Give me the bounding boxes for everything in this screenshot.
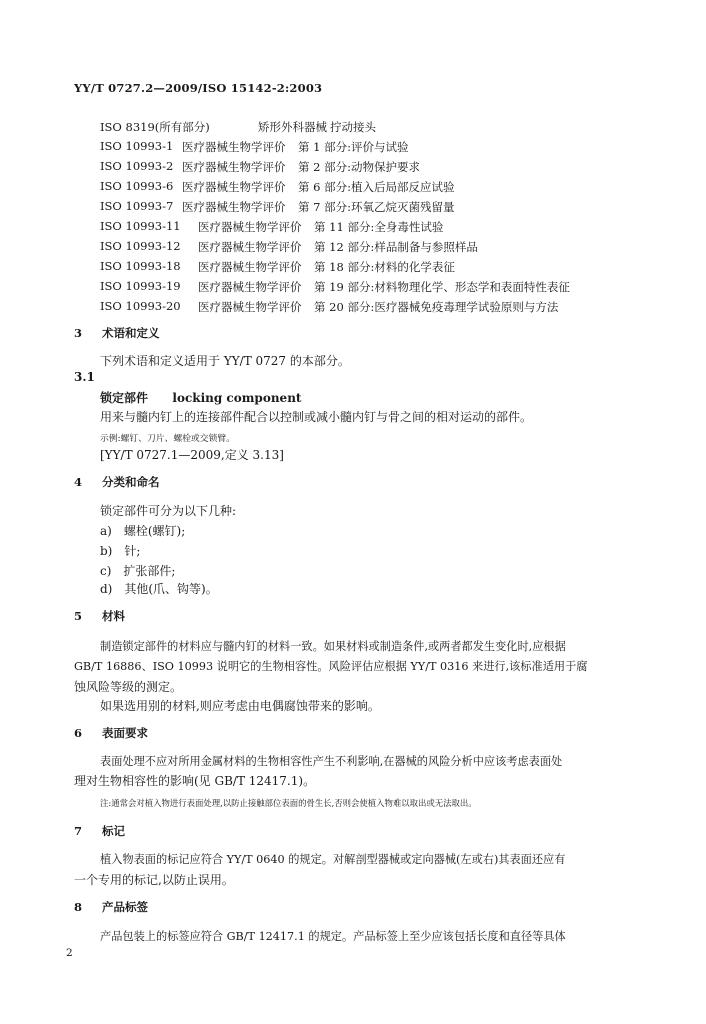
reference-name: 矫形外科器械 [258,120,327,134]
section-title: 标记 [102,824,125,838]
reference-name: 医疗器械生物学评价 [182,140,286,154]
section-number: 6 [74,726,83,740]
term-entry [100,389,301,406]
reference-item [100,259,455,274]
reference-item [100,219,444,234]
section-number: 3 [74,326,83,340]
reference-name: 医疗器械生物学评价 [182,200,286,214]
paragraph-line: 产品包装上的标签应符合 GB/T 12417.1 的规定。产品标签上至少应该包括长度和直径等具体 [100,930,566,943]
reference-item [100,159,421,174]
reference-code: ISO 10993-20 [100,299,181,313]
paragraph-line: 表面处理不应对所用金属材料的生物相容性产生不利影响,在器械的风险分析中应该考虑表面处 [100,755,563,768]
reference-code: ISO 10993-2 [100,159,174,173]
section-heading-3 [74,325,160,341]
reference-item [100,199,455,214]
term-number: 3.1 [74,370,95,384]
reference-name: 医疗器械生物学评价 [182,180,286,194]
section-title: 材料 [102,609,125,623]
paragraph-line: 蚀风险等级的测定。 [74,680,183,694]
reference-code: ISO 8319(所有部分) [100,120,210,134]
reference-part: 第 18 部分:材料的化学表征 [314,260,455,274]
reference-code: ISO 10993-7 [100,199,174,213]
term-example: 示例:螺钉、刀片、螺栓或交锁臂。 [100,434,235,444]
section-number: 5 [74,609,83,623]
reference-code: ISO 10993-19 [100,279,181,293]
paragraph-line: 一个专用的标记,以防止误用。 [74,873,234,887]
reference-item [100,139,409,154]
reference-part: 第 19 部分:材料物理化学、形态学和表面特性表征 [314,280,570,294]
section-heading-8 [74,899,148,915]
reference-part: 第 1 部分:评价与试验 [298,140,409,154]
term-chinese: 锁定部件 [100,391,149,405]
reference-name: 医疗器械生物学评价 [198,260,302,274]
section-title: 术语和定义 [102,326,160,340]
section-number: 4 [74,475,83,489]
paragraph-line: 理对生物相容性的影响(见 GB/T 12417.1)。 [74,774,316,788]
reference-name: 医疗器械生物学评价 [198,220,302,234]
paragraph: 锁定部件可分为以下几种: [100,504,237,518]
reference-part: 拧动接头 [330,120,376,134]
section-heading-5 [74,608,125,624]
section-heading-6 [74,725,148,741]
reference-part: 第 2 部分:动物保护要求 [298,160,421,174]
reference-code: ISO 10993-1 [100,139,174,153]
reference-code: ISO 10993-11 [100,219,181,233]
reference-part: 第 20 部分:医疗器械免疫毒理学试验原则与方法 [314,300,559,314]
reference-code: ISO 10993-18 [100,259,181,273]
page-number: 2 [66,947,73,959]
reference-code: ISO 10993-6 [100,179,174,193]
reference-name: 医疗器械生物学评价 [198,280,302,294]
paragraph-line: 植入物表面的标记应符合 YY/T 0640 的规定。对解剖型器械或定向器械(左或右)其表面还应有 [100,853,566,866]
reference-name: 医疗器械生物学评价 [198,300,302,314]
paragraph-line: 如果选用别的材料,则应考虑由电偶腐蚀带来的影响。 [100,699,380,713]
list-item: b) 针; [100,544,141,558]
reference-name: 医疗器械生物学评价 [182,160,286,174]
reference-item [100,279,570,294]
reference-part: 第 12 部分:样品制备与参照样品 [314,240,478,254]
reference-part: 第 7 部分:环氧乙烷灭菌残留量 [298,200,455,214]
section-title: 产品标签 [102,900,148,914]
reference-part: 第 11 部分:全身毒性试验 [314,220,444,234]
section-number: 7 [74,824,83,838]
reference-name: 医疗器械生物学评价 [198,240,302,254]
term-english: locking component [172,391,302,405]
note: 注:通常会对植入物进行表面处理,以防止接触部位表面的骨生长,否则会使植入物难以取出或无法取出。 [100,798,477,808]
paragraph-line: GB/T 16886、ISO 10993 说明它的生物相容性。风险评估应根据 YY/T 0316 来进行,该标准适用于腐 [74,660,588,673]
term-source: [YY/T 0727.1—2009,定义 3.13] [100,448,284,462]
reference-item [100,299,559,314]
section-heading-4 [74,474,160,490]
section-title: 表面要求 [102,726,148,740]
paragraph-line: 制造锁定部件的材料应与髓内钉的材料一致。如果材料或制造条件,或两者都发生变化时,应根据 [100,640,566,653]
reference-part: 第 6 部分:植入后局部反应试验 [298,180,455,194]
section-number: 8 [74,900,83,914]
reference-code: ISO 10993-12 [100,239,181,253]
section-heading-7 [74,823,125,839]
reference-item [100,179,455,194]
list-item: a) 螺栓(螺钉); [100,524,186,538]
section-title: 分类和命名 [102,475,160,489]
reference-item [100,119,376,135]
standard-header: YY/T 0727.2—2009/ISO 15142-2:2003 [74,81,323,95]
reference-item [100,239,478,254]
paragraph: 下列术语和定义适用于 YY/T 0727 的本部分。 [100,354,350,368]
term-definition: 用来与髓内钉上的连接部件配合以控制或减小髓内钉与骨之间的相对运动的部件。 [100,410,533,424]
list-item: c) 扩张部件; [100,564,176,578]
list-item: d) 其他(爪、钩等)。 [100,582,218,596]
